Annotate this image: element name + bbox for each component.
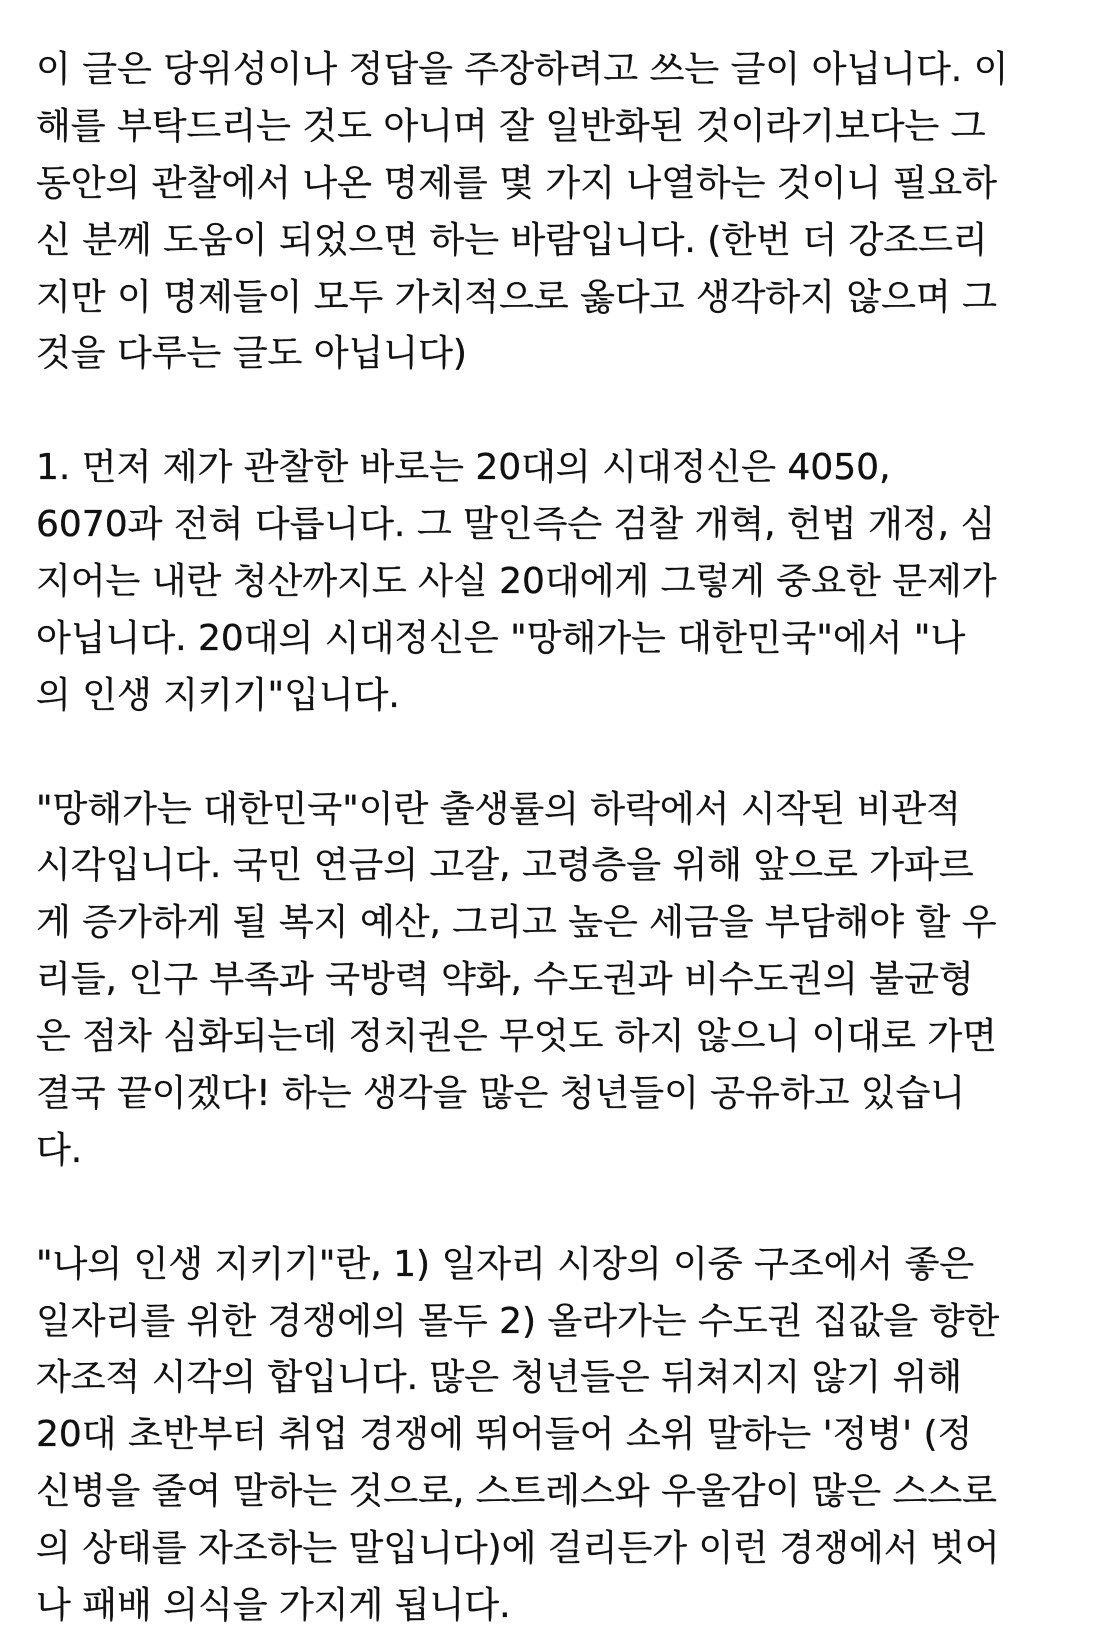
text-line: "나의 인생 지키기"란, 1) 일자리 시장의 이중 구조에서 좋은 — [36, 1243, 975, 1285]
text-line: 이 글은 당위성이나 정답을 주장하려고 쓰는 글이 아닙니다. 이 — [36, 49, 1009, 90]
text-line: 시각입니다. 국민 연금의 고갈, 고령층을 위해 앞으로 가파르 — [36, 845, 974, 887]
text-line: 자조적 시각의 합입니다. 많은 청년들은 뒤쳐지지 않기 위해 — [36, 1357, 963, 1399]
text-line: 신 분께 도움이 되었으면 하는 바람입니다. (한번 더 강조드리 — [36, 219, 988, 261]
text-line: 리들, 인구 부족과 국방력 약화, 수도권과 비수도권의 불균형 — [36, 959, 974, 1001]
paragraph-declining-korea — [36, 782, 1096, 1180]
text-line: 지어는 내란 청산까지도 사실 20대에게 그렇게 중요한 문제가 — [36, 561, 997, 603]
text-line: "망해가는 대한민국"이란 출생률의 하락에서 시작된 비관적 — [36, 788, 961, 830]
paragraph-gap — [36, 725, 1096, 782]
paragraph-gap — [36, 1180, 1096, 1237]
text-line: 지만 이 명제들이 모두 가치적으로 옳다고 생각하지 않으며 그 — [36, 276, 997, 318]
text-line: 동안의 관찰에서 나온 명제를 몇 가지 나열하는 것이니 필요하 — [36, 162, 997, 204]
paragraph-protect-my-life — [36, 1237, 1096, 1635]
text-line: 해를 부탁드리는 것도 아니며 잘 일반화된 것이라기보다는 그 — [36, 105, 986, 147]
text-line: 다. — [36, 1129, 83, 1171]
text-line: 의 인생 지키기"입니다. — [36, 674, 400, 716]
text-line: 6070과 전혀 다릅니다. 그 말인즉슨 검찰 개혁, 헌법 개정, 심 — [36, 504, 996, 546]
paragraph-gap — [36, 383, 1096, 440]
text-line: 20대 초반부터 취업 경쟁에 뛰어들어 소위 말하는 '정병' (정 — [36, 1414, 973, 1456]
text-line: 일자리를 위한 경쟁에의 몰두 2) 올라가는 수도권 집값을 향한 — [36, 1300, 1000, 1342]
text-line: 은 점차 심화되는데 정치권은 무엇도 하지 않으니 이대로 가면 — [36, 1016, 997, 1058]
text-line: 게 증가하게 될 복지 예산, 그리고 높은 세금을 부담해야 할 우 — [36, 902, 997, 944]
paragraph-intro — [36, 42, 1096, 383]
paragraph-point-1 — [36, 440, 1096, 724]
text-line: 의 상태를 자조하는 말입니다)에 걸리든가 이런 경쟁에서 벗어 — [36, 1528, 1000, 1570]
text-line: 나 패배 의식을 가지게 됩니다. — [36, 1585, 511, 1627]
text-line: 아닙니다. 20대의 시대정신은 "망해가는 대한민국"에서 "나 — [36, 617, 966, 659]
document-body — [36, 42, 1096, 1635]
text-line: 것을 다루는 글도 아닙니다) — [36, 333, 467, 375]
text-line: 1. 먼저 제가 관찰한 바로는 20대의 시대정신은 4050, — [36, 447, 891, 489]
text-line: 결국 끝이겠다! 하는 생각을 많은 청년들이 공유하고 있습니 — [36, 1073, 966, 1115]
text-line: 신병을 줄여 말하는 것으로, 스트레스와 우울감이 많은 스스로 — [36, 1471, 997, 1513]
